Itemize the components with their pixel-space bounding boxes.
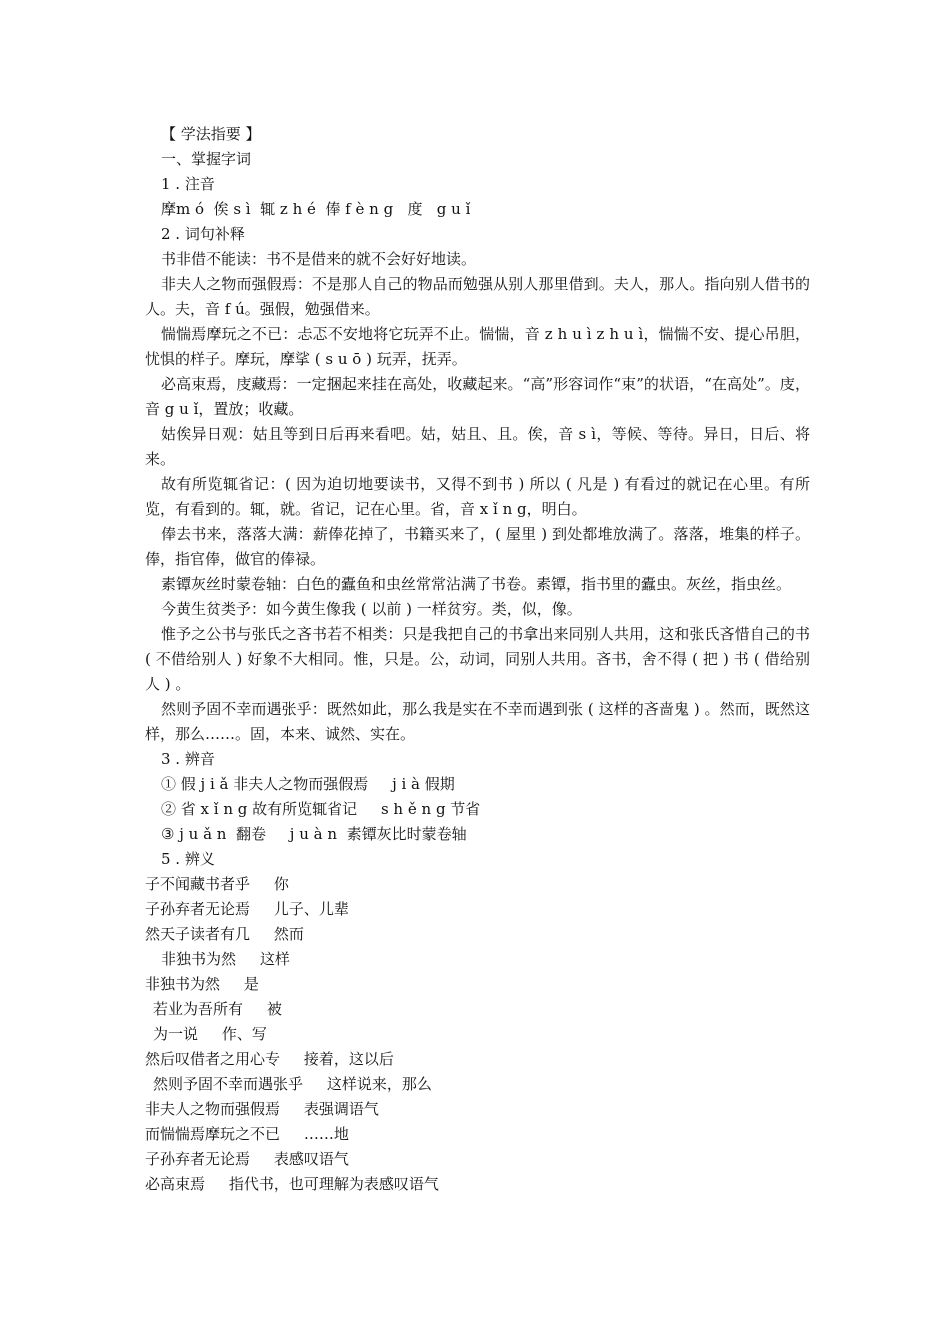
gloss-paragraph: 今黄生贫类予：如今黄生像我 ( 以前 ) 一样贫穷。类，似，像。 [161,600,582,618]
subheading-pronunciation: 1 . 注音 [161,175,215,193]
gloss-paragraph: 然则予固不幸而遇张乎：既然如此，那么我是实在不幸而遇到张 ( 这样的吝啬鬼 ) 。然而，既然这样，那么……。固，本来、诚然、实在。 [145,700,810,743]
meaning-item: 然后叹借者之用心专 接着，这以后 [145,1050,394,1068]
gloss-paragraph: 姑俟异日观：姑且等到日后再来看吧。姑，姑且、且。俟，音 s ì，等候、等待。异日，日后、将来。 [145,425,810,468]
pronunciation-item: ③ j u ǎ n 翻卷 j u à n 素镡灰比时蒙卷轴 [161,825,467,843]
subheading-glosses: 2 . 词句补释 [161,225,245,243]
meaning-item: 子孙弃者无论焉 表感叹语气 [145,1150,349,1168]
gloss-paragraph: 故有所览辄省记：( 因为迫切地要读书，又得不到书 ) 所以 ( 凡是 ) 有看过的就记在心里。有所览，有看到的。辄，就。省记，记在心里。省，音 x ǐ n g，明白。 [145,475,810,518]
pronunciation-item: ② 省 x ǐ n g 故有所览辄省记 s h ě n g 节省 [161,800,481,818]
meaning-item: 必高束焉 指代书，也可理解为表感叹语气 [145,1175,439,1193]
gloss-paragraph: 必高束焉，庋藏焉：一定捆起来挂在高处，收藏起来。“高”形容词作“束”的状语，“在高处”。庋，音 g u ǐ，置放；收藏。 [145,375,810,418]
subheading-distinguish-sound: 3 . 辨音 [161,750,215,768]
meaning-item: 为一说 作、写 [153,1025,267,1043]
meaning-item: 非夫人之物而强假焉 表强调语气 [145,1100,379,1118]
meaning-item: 然则予固不幸而遇张乎 这样说来，那么 [153,1075,432,1093]
section-header: 【 学法指要 】 [161,125,261,143]
document-page [145,122,810,1197]
gloss-paragraph: 非夫人之物而强假焉：不是那人自己的物品而勉强从别人那里借到。夫人，那人。指向别人借书的人。夫，音 f ú。强假，勉强借来。 [145,275,810,318]
meaning-item: 非独书为然 是 [145,975,259,993]
pronunciation-item: ① 假 j i ǎ 非夫人之物而强假焉 j i à 假期 [161,775,455,793]
gloss-paragraph: 惴惴焉摩玩之不已：忐忑不安地将它玩弄不止。惴惴，音 z h u ì z h u ì，惴惴不安、提心吊胆，忧惧的样子。摩玩，摩挲 ( s u ō ) 玩弄，抚弄。 [145,325,810,368]
gloss-paragraph: 惟予之公书与张氏之吝书若不相类：只是我把自己的书拿出来同别人共用，这和张氏吝惜自己的书 ( 不借给别人 ) 好象不大相同。惟，只是。公，动词，同别人共用。吝书，舍不得 ( 把 ) 书 ( 借给别人 ) 。 [145,625,810,693]
meaning-item: 子不闻藏书者乎 你 [145,875,289,893]
meaning-item: 非独书为然 这样 [161,950,290,968]
meaning-item: 而惴惴焉摩玩之不已 ……地 [145,1125,349,1143]
pinyin-line: 摩m ó 俟 s ì 辄 z h é 俸 f è n g 度 g u ǐ [161,200,471,218]
subheading-distinguish-meaning: 5 . 辨义 [161,850,215,868]
meaning-item: 然天子读者有几 然而 [145,925,304,943]
meaning-item: 若业为吾所有 被 [153,1000,282,1018]
gloss-paragraph: 俸去书来，落落大满：薪俸花掉了，书籍买来了，( 屋里 ) 到处都堆放满了。落落，堆集的样子。俸，指官俸，做官的俸禄。 [145,525,810,568]
heading-vocab: 一、掌握字词 [161,150,252,168]
gloss-paragraph: 书非借不能读：书不是借来的就不会好好地读。 [161,250,477,268]
meaning-item: 子孙弃者无论焉 儿子、儿辈 [145,900,349,918]
gloss-paragraph: 素镡灰丝时蒙卷轴：白色的蠹鱼和虫丝常常沾满了书卷。素镡，指书里的蠹虫。灰丝，指虫丝。 [161,575,792,593]
